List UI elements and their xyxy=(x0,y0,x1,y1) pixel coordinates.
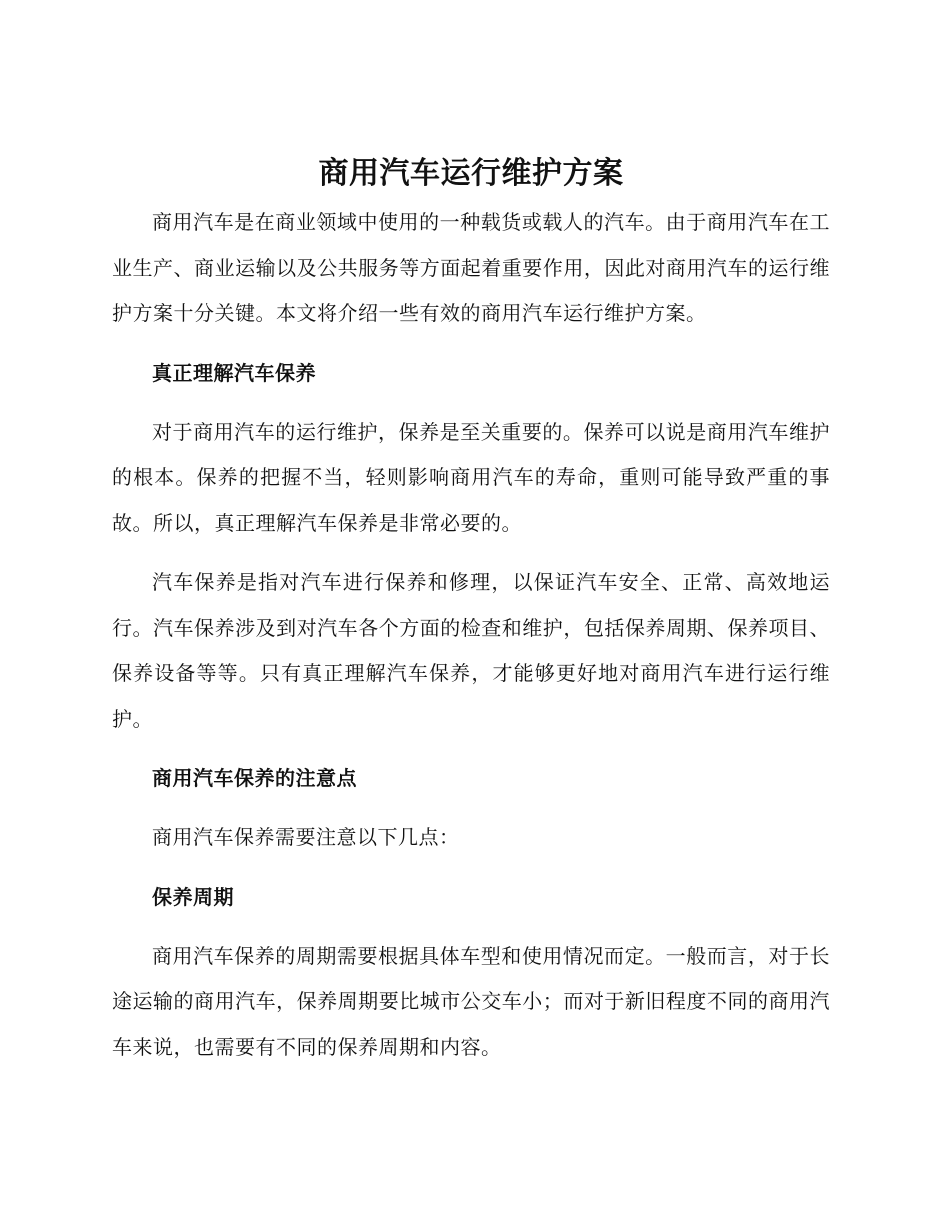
cycle-paragraph: 商用汽车保养的周期需要根据具体车型和使用情况而定。一般而言，对于长途运输的商用汽车，保养周期要比城市公交车小；而对于新旧程度不同的商用汽车来说，也需要有不同的保养周期和内容。 xyxy=(112,943,830,1059)
intro-paragraph: 商用汽车是在商业领域中使用的一种载货或载人的汽车。由于商用汽车在工业生产、商业运输以及公共服务等方面起着重要作用，因此对商用汽车的运行维护方案十分关键。本文将介绍一些有效的商用汽车运行维护方案。 xyxy=(112,210,830,325)
points-intro-paragraph: 商用汽车保养需要注意以下几点： xyxy=(152,825,460,849)
section-heading-notes: 商用汽车保养的注意点 xyxy=(152,766,357,790)
section-heading-cycle: 保养周期 xyxy=(152,884,234,909)
section-heading-understand: 真正理解汽车保养 xyxy=(152,360,316,385)
maintenance-definition-paragraph: 汽车保养是指对汽车进行保养和修理，以保证汽车安全、正常、高效地运行。汽车保养涉及到对汽车各个方面的检查和维护，包括保养周期、保养项目、保养设备等等。只有真正理解汽车保养，才能够更好地对商用汽车进行运行维护。 xyxy=(112,570,830,731)
maintenance-importance-paragraph: 对于商用汽车的运行维护，保养是至关重要的。保养可以说是商用汽车维护的根本。保养的把握不当，轻则影响商用汽车的寿命，重则可能导致严重的事故。所以，真正理解汽车保养是非常必要的。 xyxy=(112,419,830,535)
document-page xyxy=(112,148,830,1084)
document-title: 商用汽车运行维护方案 xyxy=(318,156,624,191)
